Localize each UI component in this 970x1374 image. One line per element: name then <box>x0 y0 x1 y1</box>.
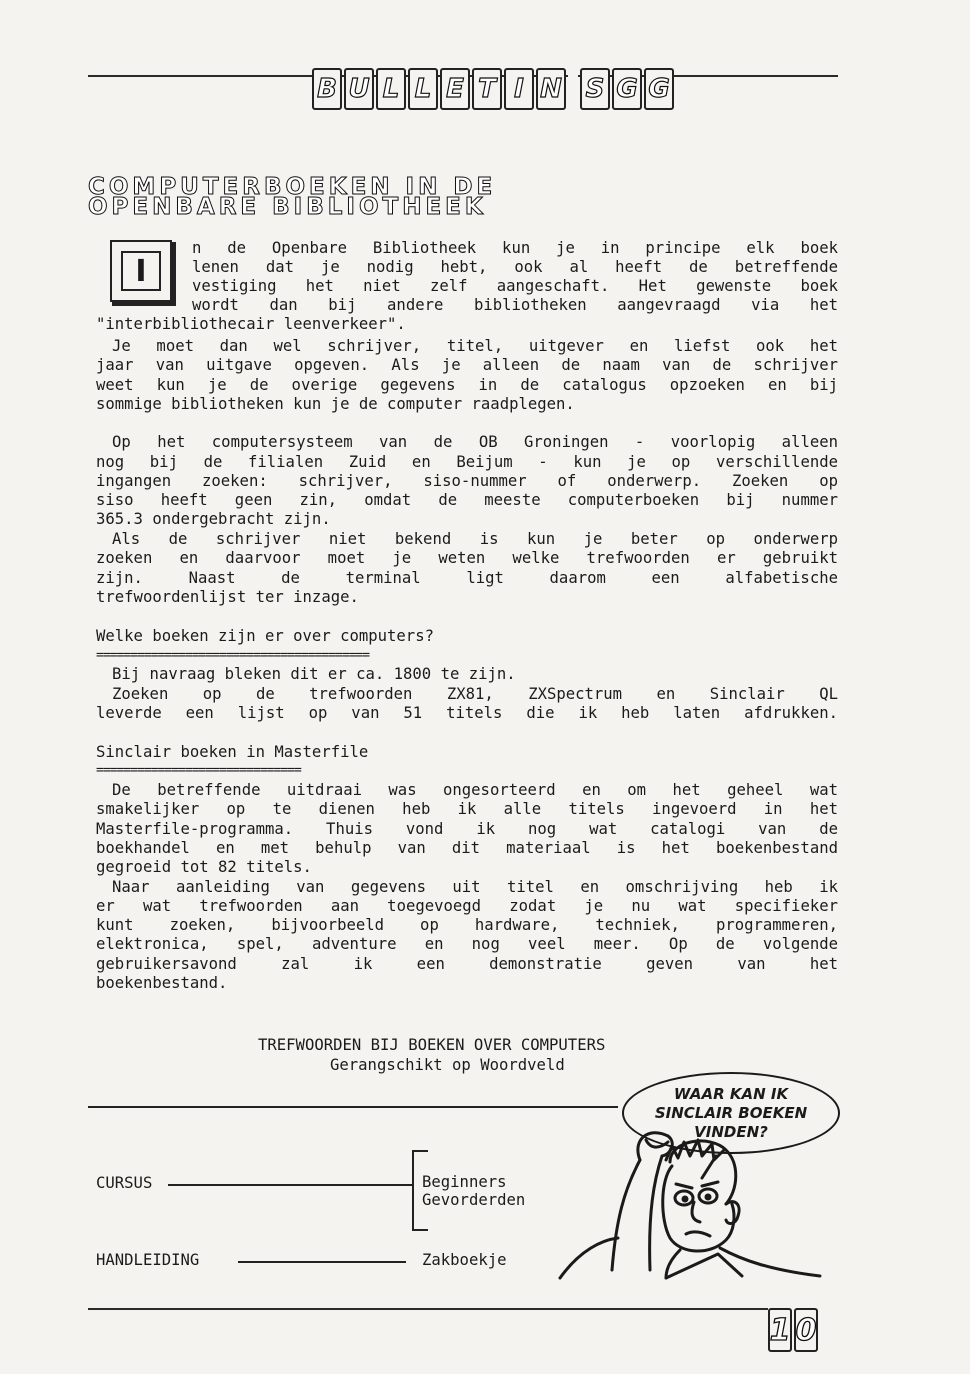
page-number-letter-2: 0 <box>794 1308 818 1352</box>
article-heading-line2: OPENBARE BIBLIOTHEEK <box>88 194 487 220</box>
bubble-line-1: WAAR KAN IK <box>673 1084 789 1103</box>
masthead-logo <box>312 68 674 110</box>
masthead-word1-letter-3: L <box>376 68 406 110</box>
body-line-24: De betreffende uitdraai was ongesorteerd en om het geheel wat <box>112 781 838 799</box>
body-line-17: zijn. Naast de terminal ligt daarom een alfabetische <box>96 569 838 587</box>
masthead-gap <box>568 68 578 110</box>
body-line-11: nog bij de filialen Zuid en Beijum - kun je op verschillende <box>96 453 838 471</box>
body-line-14: 365.3 ondergebracht zijn. <box>96 510 331 528</box>
body-line-16: zoeken en daarvoor moet je weten welke trefwoorden er gebruikt <box>96 549 838 567</box>
masthead-word1-letter-7: I <box>504 68 534 110</box>
body-line-20: Bij navraag bleken dit er ca. 1800 te zijn. <box>112 665 516 683</box>
body-line-34: boekenbestand. <box>96 974 228 992</box>
masthead-word1-letter-2: U <box>344 68 374 110</box>
page-number-letter-1: 1 <box>768 1308 792 1352</box>
masthead-word2-letter-3: G <box>644 68 674 110</box>
diagram-cursus: CURSUS <box>96 1174 153 1192</box>
bottom-rule <box>88 1308 768 1310</box>
diagram-zakboekje: Zakboekje <box>422 1251 507 1269</box>
masthead-word2-letter-1: S <box>580 68 610 110</box>
drop-cap-letter: I <box>121 251 161 291</box>
body-line-32: elektronica, spel, adventure en nog veel meer. Op de volgende <box>96 935 838 953</box>
diagram-divider <box>88 1106 618 1108</box>
body-line-3: vestiging het niet zelf aangeschaft. Het gewenste boek <box>192 277 838 295</box>
section-underline-2: ============================== <box>96 765 301 777</box>
body-line-26: Masterfile-programma. Thuis vond ik nog wat catalogi van de <box>96 820 838 838</box>
diagram-title: TREFWOORDEN BIJ BOEKEN OVER COMPUTERS <box>258 1036 606 1054</box>
drop-cap <box>110 240 172 302</box>
body-line-31: kunt zoeken, bijvoorbeeld op hardware, techniek, programmeren, <box>96 916 838 934</box>
body-line-5: "interbibliothecair leenverkeer". <box>96 315 406 333</box>
body-line-4: wordt dan bij andere bibliotheken aangevraagd via het <box>192 296 838 314</box>
diagram-gevorderden: Gevorderden <box>422 1191 526 1209</box>
body-line-18: trefwoordenlijst ter inzage. <box>96 588 359 606</box>
body-line-27: boekhandel en met behulp van dit materiaal is het boekenbestand <box>96 839 838 857</box>
body-line-13: siso heeft geen zin, omdat de meeste computerboeken bij nummer <box>96 491 838 509</box>
bracket-vertical <box>412 1150 414 1230</box>
bracket-top <box>412 1150 428 1152</box>
body-line-10: Op het computersysteem van de OB Groningen - voorlopig alleen <box>112 433 838 451</box>
page-number <box>768 1308 818 1352</box>
diagram-handleiding: HANDLEIDING <box>96 1251 200 1269</box>
body-line-15: Als de schrijver niet bekend is kun je beter op onderwerp <box>112 530 838 548</box>
body-line-25: smakelijker op te dienen heb ik alle titels ingevoerd in het <box>96 800 838 818</box>
body-line-23: Sinclair boeken in Masterfile <box>96 743 369 761</box>
masthead-word1-letter-4: L <box>408 68 438 110</box>
body-line-1: n de Openbare Bibliotheek kun je in principe elk boek <box>192 239 838 257</box>
bubble-line-3: VINDEN? <box>694 1122 768 1141</box>
body-line-33: gebruikersavond zal ik een demonstratie geven van het <box>96 955 838 973</box>
confused-man-cartoon-icon <box>520 1120 830 1280</box>
bracket-bottom <box>412 1229 428 1231</box>
masthead-word1-letter-8: N <box>536 68 566 110</box>
body-line-19: Welke boeken zijn er over computers? <box>96 627 434 645</box>
section-underline-1: ======================================== <box>96 650 370 662</box>
body-line-29: Naar aanleiding van gegevens uit titel en omschrijving heb ik <box>112 878 838 896</box>
masthead-word1-letter-1: B <box>312 68 342 110</box>
handleiding-connector <box>238 1261 406 1263</box>
article-heading-line1: COMPUTERBOEKEN IN DE <box>88 174 497 200</box>
body-line-2: lenen dat je nodig hebt, ook al heeft de betreffende <box>192 258 838 276</box>
diagram-subtitle: Gerangschikt op Woordveld <box>330 1056 565 1074</box>
masthead-word2-letter-2: G <box>612 68 642 110</box>
body-line-8: weet kun je de overige gegevens in de catalogus opzoeken en bij <box>96 376 838 394</box>
body-line-22: leverde een lijst op van 51 titels die ik heb laten afdrukken. <box>96 704 838 722</box>
body-line-21: Zoeken op de trefwoorden ZX81, ZXSpectrum en Sinclair QL <box>112 685 838 703</box>
body-line-7: jaar van uitgave opgeven. Als je alleen de naam van de schrijver <box>96 356 838 374</box>
body-line-9: sommige bibliotheken kun je de computer raadplegen. <box>96 395 575 413</box>
body-line-12: ingangen zoeken: schrijver, siso-nummer of onderwerp. Zoeken op <box>96 472 838 490</box>
body-line-6: Je moet dan wel schrijver, titel, uitgever en liefst ook het <box>112 337 838 355</box>
masthead-word1-letter-6: T <box>472 68 502 110</box>
masthead-word1-letter-5: E <box>440 68 470 110</box>
cursus-connector <box>168 1184 412 1186</box>
bubble-line-2: SINCLAIR BOEKEN <box>654 1103 808 1122</box>
body-line-30: er wat trefwoorden aan toegevoegd zodat je nu wat specifieker <box>96 897 838 915</box>
body-line-28: gegroeid tot 82 titels. <box>96 858 312 876</box>
diagram-beginners: Beginners <box>422 1173 507 1191</box>
